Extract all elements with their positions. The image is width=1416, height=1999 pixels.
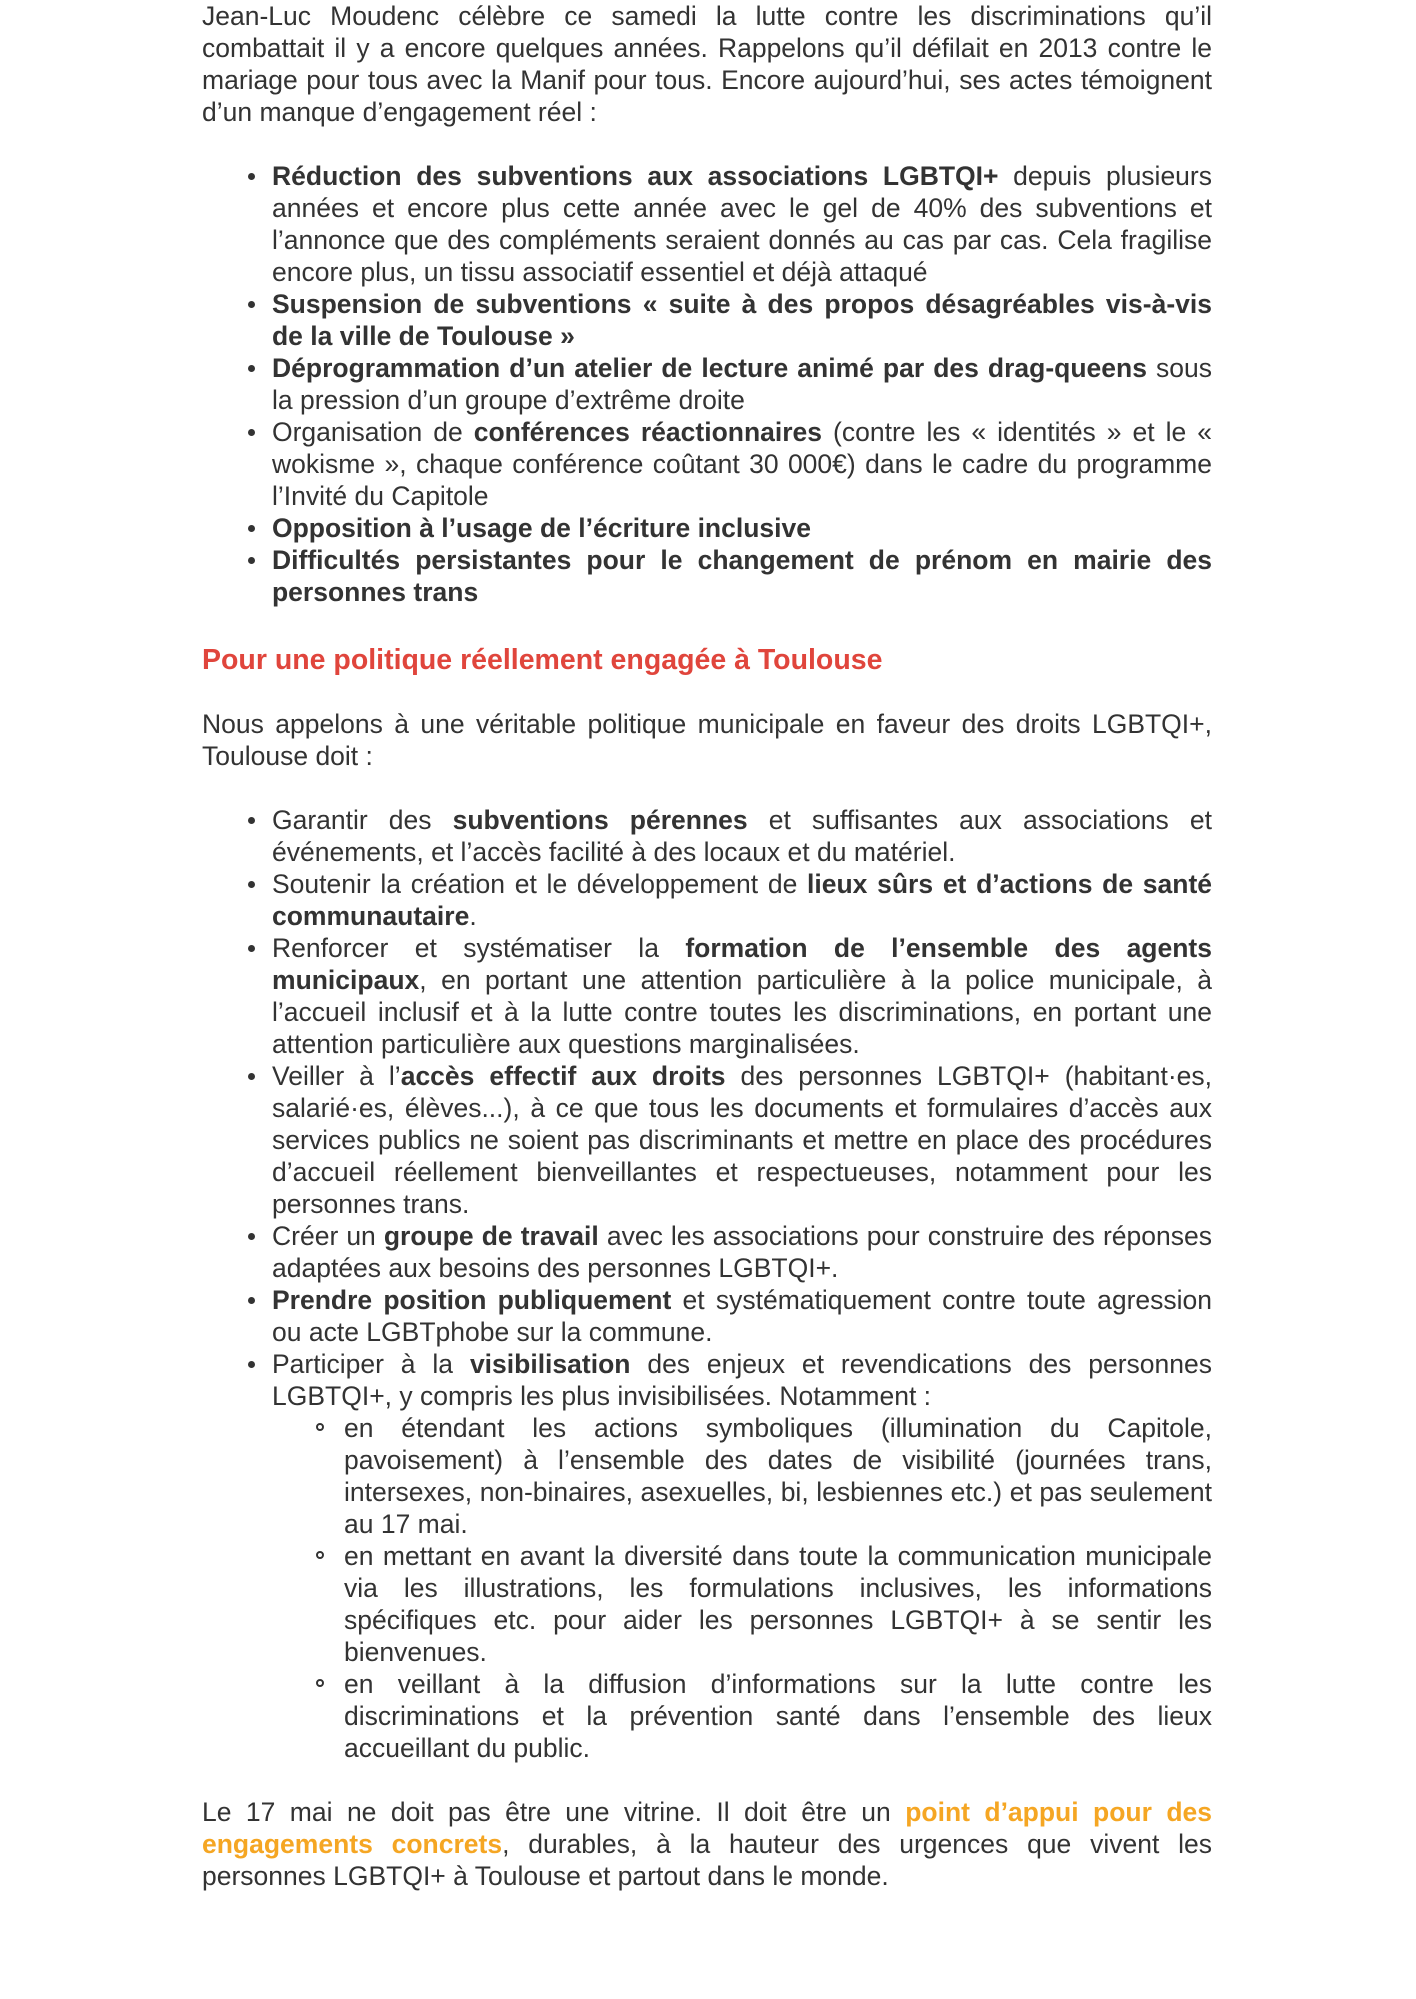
conclusion-paragraph: Le 17 mai ne doit pas être une vitrine. Il doit être un point d’appui pour des engagements concrets, durables, à la hauteur des urgences que vivent les personnes LGBTQI+ à Toulouse et partout dans le monde. [202, 1797, 1212, 1891]
sub-list-item: en étendant les actions symboliques (illumination du Capitole, pavoisement) à l’ensemble des dates de visibilité (journées trans, intersexes, non-binaires, asexuelles, bi, lesbiennes etc.) et pas seulement au 17 mai. [344, 1413, 1212, 1539]
list-item: Garantir des subventions pérennes et suffisantes aux associations et événements, et l’accès facilité à des locaux et du matériel. [272, 805, 1212, 867]
conclusion-highlight: point d’appui pour des engagements concrets [202, 1797, 1212, 1859]
sub-demands-list [344, 1412, 1212, 1764]
list-item: Difficultés persistantes pour le changement de prénom en mairie des personnes trans [272, 545, 1212, 607]
list-item: Créer un groupe de travail avec les associations pour construire des réponses adaptées aux besoins des personnes LGBTQI+. [272, 1221, 1212, 1283]
list-item: Organisation de conférences réactionnaires (contre les « identités » et le « wokisme », chaque conférence coûtant 30 000€) dans le cadre du programme l’Invité du Capitole [272, 417, 1212, 511]
actions-list [272, 160, 1212, 608]
list-item: Veiller à l’accès effectif aux droits des personnes LGBTQI+ (habitant·es, salarié·es, élèves...), à ce que tous les documents et formulaires d’accès aux services publics ne soient pas discriminants et mettre en place des procédures d’accueil réellement bienveillantes et respectueuses, notamment pour les personnes trans. [272, 1061, 1212, 1219]
list-item: Réduction des subventions aux associations LGBTQI+ depuis plusieurs années et encore plus cette année avec le gel de 40% des subventions et l’annonce que des compléments seraient donnés au cas par cas. Cela fragilise encore plus, un tissu associatif essentiel et déjà attaqué [272, 161, 1212, 287]
sub-list-item: en mettant en avant la diversité dans toute la communication municipale via les illustrations, les formulations inclusives, les informations spécifiques etc. pour aider les personnes LGBTQI+ à se sentir les bienvenues. [344, 1541, 1212, 1667]
call-paragraph: Nous appelons à une véritable politique municipale en faveur des droits LGBTQI+, Toulouse doit : [202, 709, 1212, 771]
sub-list-item: en veillant à la diffusion d’informations sur la lutte contre les discriminations et la prévention santé dans l’ensemble des lieux accueillant du public. [344, 1669, 1212, 1763]
document-page [202, 0, 1212, 1892]
list-item: Prendre position publiquement et systématiquement contre toute agression ou acte LGBTphobe sur la commune. [272, 1285, 1212, 1347]
section-heading: Pour une politique réellement engagée à Toulouse [202, 644, 883, 676]
list-item: Soutenir la création et le développement de lieux sûrs et d’actions de santé communautaire. [272, 869, 1213, 931]
list-item: Participer à la visibilisation des enjeux et revendications des personnes LGBTQI+, y compris les plus invisibilisées. Notamment : en étendant les actions symboliques (illumination du Capitole, pavoisement) à l’ensemble des dates de visibilité (journées trans, intersexes, non-binaires, asexuelles, bi, lesbiennes etc.) et pas seulement au 17 mai. en mettant en avant la diversité dans toute la communication municipale via les illustrations, les formulations inclusives, les informations spécifiques etc. pour aider les personnes LGBTQI+ à se sentir les bienvenues. en veillant à la diffusion d’informations sur la lutte contre les discriminations et la prévention santé dans l’ensemble des lieux accueillant du public. [272, 1349, 1212, 1763]
list-item: Déprogrammation d’un atelier de lecture animé par des drag-queens sous la pression d’un groupe d’extrême droite [272, 353, 1212, 415]
list-item: Renforcer et systématiser la formation de l’ensemble des agents municipaux, en portant une attention particulière à la police municipale, à l’accueil inclusif et à la lutte contre toutes les discriminations, en portant une attention particulière aux questions marginalisées. [272, 933, 1212, 1059]
intro-paragraph: Jean-Luc Moudenc célèbre ce samedi la lutte contre les discriminations qu’il combattait il y a encore quelques années. Rappelons qu’il défilait en 2013 contre le mariage pour tous avec la Manif pour tous. Encore aujourd’hui, ses actes témoignent d’un manque d’engagement réel : [202, 1, 1212, 127]
list-item: Suspension de subventions « suite à des propos désagréables vis-à-vis de la ville de Toulouse » [272, 289, 1212, 351]
list-item: Opposition à l’usage de l’écriture inclusive [272, 512, 1212, 544]
demands-list [272, 804, 1212, 1764]
